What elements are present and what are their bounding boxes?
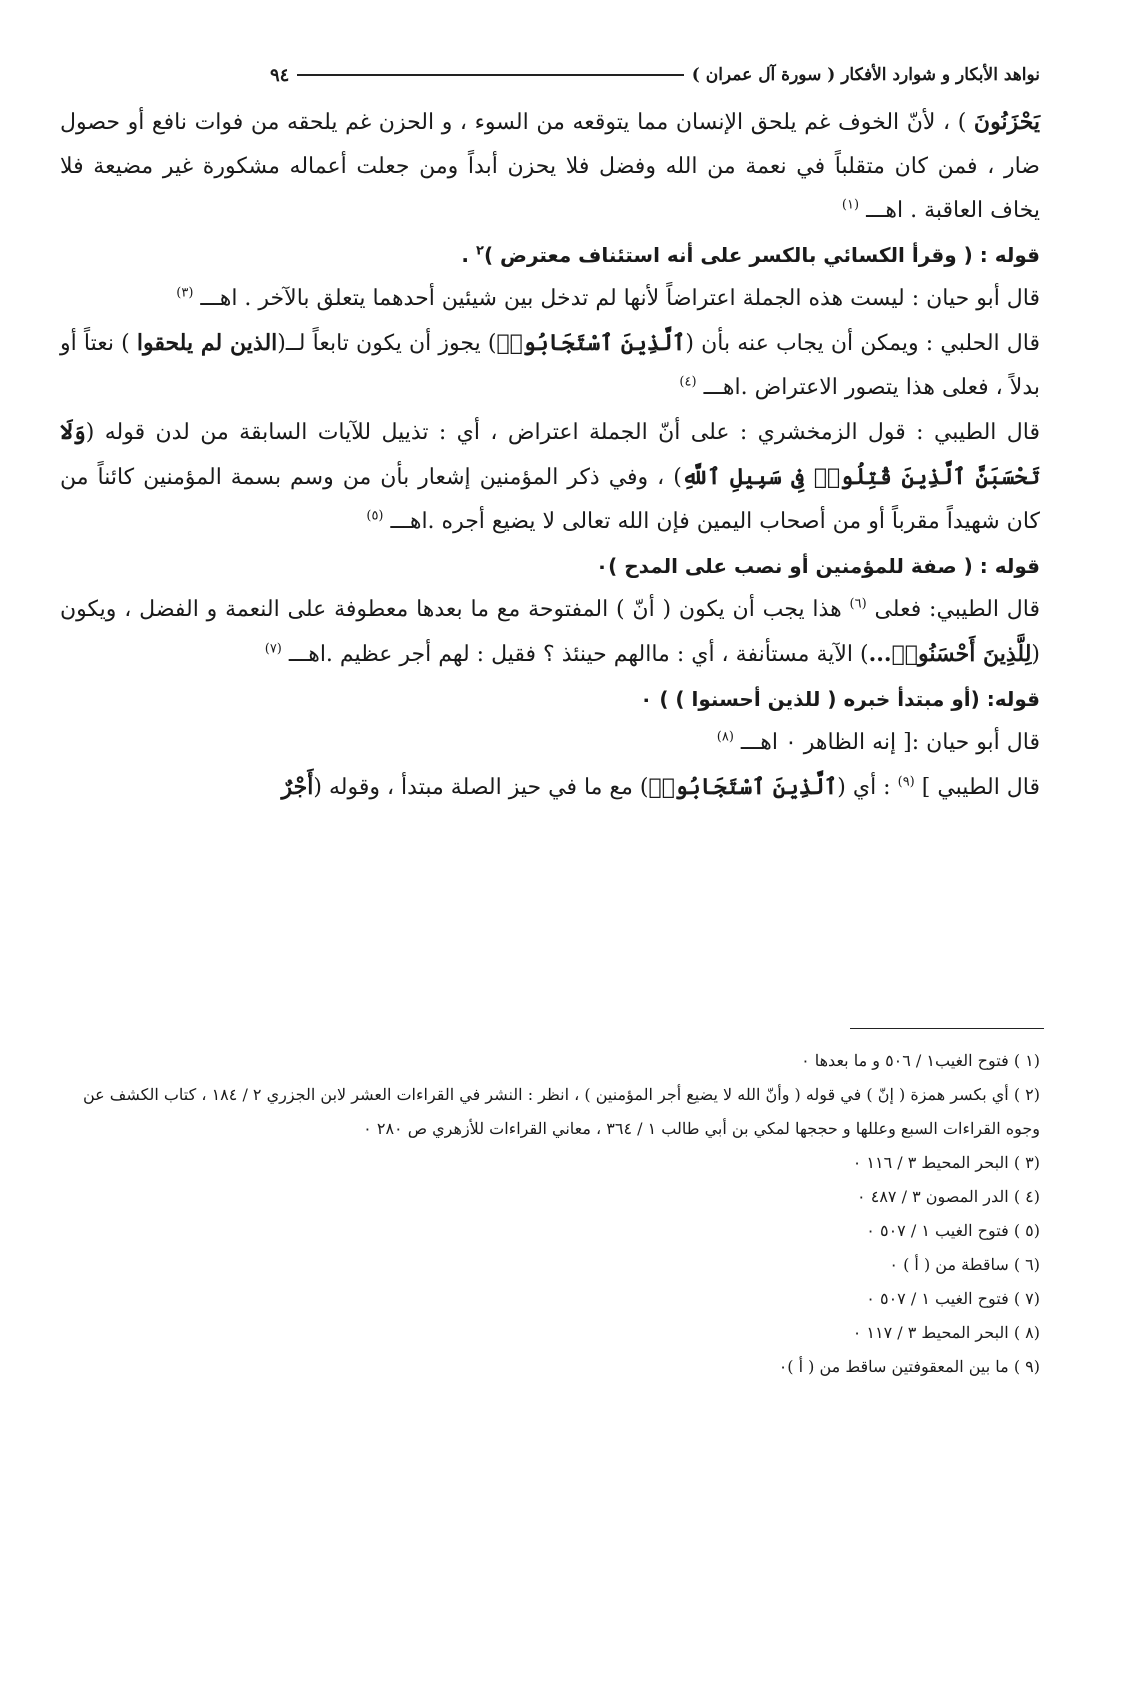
quran-quote: يَحْزَنُونَ — [973, 109, 1041, 135]
paragraph-text: ) ، وفي ذكر المؤمنين إشعار بأن من وسم بسمة المؤمنين كائناً من كان شهيداً مقرباً أو من أصحاب اليمين فإن الله تعالى لا يضيع أجره .اهـــ — [60, 465, 1040, 534]
quran-quote: ٱلَّذِينَ ٱسْتَجَابُوا۟ — [648, 774, 838, 800]
footnote: (٥ ) فتوح الغيب ١ / ٥٠٧ ٠ — [866, 1221, 1040, 1240]
paragraph-text: قال الطيبي ] — [921, 775, 1040, 800]
paragraph-1 — [60, 100, 1040, 233]
page-number: ٩٤ — [270, 64, 290, 86]
paragraph-7 — [60, 765, 1040, 810]
running-title: نواهد الأبكار و شوارد الأفكار ( سورة آل عمران ) — [691, 65, 1040, 85]
footnote-ref: ٢ — [476, 243, 484, 259]
heading-end-mark: ٠ — [595, 554, 609, 578]
quran-quote: أَجْرٌ — [281, 774, 314, 800]
paragraph-text: ) الآية مستأنفة ، أي : ماالهم حينئذ ؟ فقيل : لهم أجر عظيم .اهـــ — [288, 642, 869, 667]
footnote: (٧ ) فتوح الغيب ١ / ٥٠٧ ٠ — [866, 1289, 1040, 1308]
paragraph-text: هذا يجب أن يكون ( أنّ ) المفتوحة مع ما بعدها معطوفة على النعمة و الفضل ، ويكون ( — [60, 597, 1040, 667]
footnote-ref: (٧) — [264, 641, 282, 657]
quote: الذين لم يلحقوا — [136, 330, 278, 356]
paragraph-text: : أي ( — [837, 775, 891, 800]
footnote: (٦ ) ساقطة من ( أ ) ٠ — [889, 1255, 1040, 1274]
running-header — [270, 62, 1040, 88]
header-rule — [297, 74, 683, 76]
paragraph-text: ) ، لأنّ الخوف غم يلحق الإنسان مما يتوقعه من السوء ، و الحزن غم يلحقه من فوات نافع أو حصول ضار ، فمن كان متقلباً في نعمة من الله وفضل فلا يحزن أبداً ومن جعلت أعماله مشكورة غير مضيعة فلا يخاف العاقبة . اهـــ — [60, 110, 1040, 223]
footnote: (٣ ) البحر المحيط ٣ / ١١٦ ٠ — [852, 1153, 1040, 1172]
heading-end-mark: ٠ — [640, 687, 653, 711]
paragraph-text: قال الطيبي : قول الزمخشري : على أنّ الجملة اعتراض ، أي : تذييل للآيات السابقة من لدن قوله ( — [85, 420, 1040, 445]
section-heading — [60, 233, 1040, 277]
footnotes — [60, 1044, 1040, 1384]
footnote-separator — [850, 1028, 1044, 1029]
paragraph-text: قال أبو حيان :[ إنه الظاهر ٠ اهـــ — [740, 730, 1040, 755]
paragraph-text: ) نعتاً أو بدلاً ، فعلى هذا يتصور الاعتراض .اهـــ — [60, 331, 1040, 400]
paragraph-3 — [60, 321, 1040, 410]
paragraph-text: ) يجوز أن يكون تابعاً لــ( — [277, 331, 497, 356]
footnote: (٢ ) أي بكسر همزة ( إنّ ) في قوله ( وأنّ الله لا يضيع أجر المؤمنين ) ، انظر : النشر في القراءات العشر لابن الجزري ٢ / ١٨٤ ، كتاب الكشف عن وجوه القراءات السبع وعللها و حججها لمكي بن أبي طالب ١ / ٣٦٤ ، معاني القراءات للأزهري ص ٢٨٠ ٠ — [82, 1085, 1040, 1138]
footnote-ref: (٥) — [366, 508, 384, 524]
paragraph-text: قال الطيبي: فعلى — [874, 597, 1040, 622]
footnote-ref: (١) — [841, 197, 860, 213]
paragraph-6 — [60, 721, 1040, 765]
footnote-ref: (٣) — [176, 285, 194, 301]
paragraph-text: قال أبو حيان : ليست هذه الجملة اعتراضاً لأنها لم تدخل بين شيئين أحدهما يتعلق بالآخر . اهـــ — [200, 286, 1040, 311]
footnote: (٨ ) البحر المحيط ٣ / ١١٧ ٠ — [852, 1323, 1040, 1342]
quran-quote: لِلَّذِينَ أَحْسَنُوا۟... — [868, 641, 1032, 667]
paragraph-5 — [60, 588, 1040, 677]
footnote: (١ ) فتوح الغيب١ / ٥٠٦ و ما بعدها ٠ — [801, 1051, 1040, 1070]
heading-text: قوله : ( صفة للمؤمنين أو نصب على المدح ) — [608, 554, 1040, 578]
footnote-ref: (٩) — [897, 774, 915, 790]
footnote-ref: (٦) — [849, 596, 867, 612]
paragraph-4 — [60, 410, 1040, 544]
paragraph-text: قال الحلبي : ويمكن أن يجاب عنه بأن ( — [685, 331, 1040, 356]
heading-text: قوله : ( وقرأ الكسائي بالكسر على أنه استئناف معترض ) — [483, 243, 1040, 267]
paragraph-2 — [60, 277, 1040, 321]
footnote-ref: (٨) — [716, 729, 734, 745]
paragraph-text: ) مع ما في حيز الصلة مبتدأ ، وقوله ( — [313, 775, 649, 800]
heading-text: قوله: (أو مبتدأ خبره ( للذين أحسنوا ) ) — [659, 687, 1040, 711]
section-heading — [60, 677, 1040, 721]
footnote: (٩ ) ما بين المعقوفتين ساقط من ( أ )٠ — [778, 1357, 1040, 1376]
main-text — [60, 100, 1040, 810]
footnote: (٤ ) الدر المصون ٣ / ٤٨٧ ٠ — [857, 1187, 1040, 1206]
heading-end-mark: . — [461, 243, 470, 267]
footnote-ref: (٤) — [679, 374, 697, 390]
quran-quote: ٱلَّذِينَ ٱسْتَجَابُوا۟ — [496, 330, 686, 356]
section-heading — [60, 544, 1040, 588]
quran-quote: وَلَا تَحْسَبَنَّ ٱلَّذِينَ قُتِلُوا۟ فِى سَبِيلِ ٱللَّهِ — [60, 419, 1040, 490]
